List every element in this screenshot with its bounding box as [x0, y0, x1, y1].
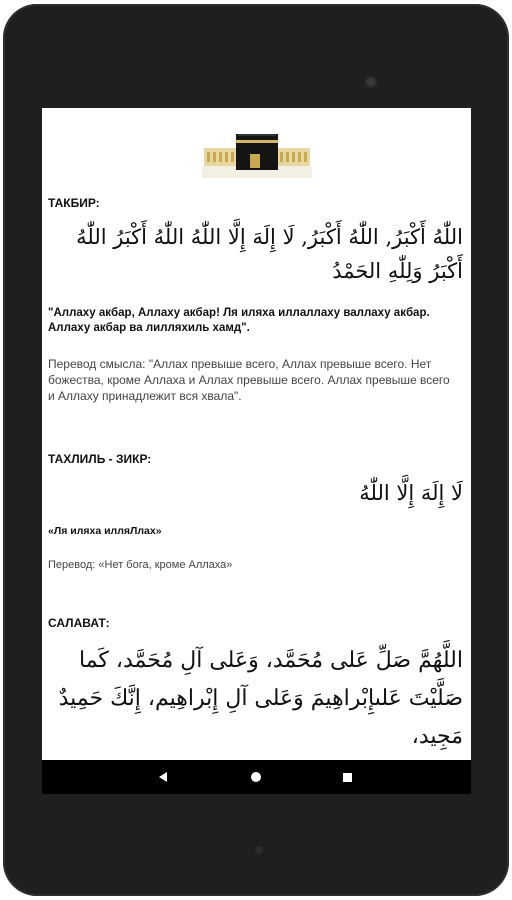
takbir-title: ТАКБИР:	[48, 196, 100, 210]
app-screen	[42, 108, 471, 760]
home-button[interactable]	[236, 760, 276, 794]
tahlil-translation: Перевод: «Нет бога, кроме Аллаха»	[48, 559, 233, 571]
salawat-title: САЛАВАТ:	[48, 616, 110, 630]
home-circle-icon	[250, 771, 262, 783]
salawat-arabic: اللَّهُمَّ صَلِّ عَلى مُحَمَّد، وَعَلى آلِ مُحَمَّد، كَما صَلَّيْتَ عَلىإِبْراهِيمَ وَعَلى آلِ إِبْراهِيم، إِنَّكَ حَمِيدٌ مَجِيد،	[58, 648, 463, 749]
recent-apps-button[interactable]	[327, 760, 367, 794]
system-navigation-bar	[42, 760, 471, 794]
frame-sensor-dot	[255, 846, 263, 854]
takbir-translation: Перевод смысла: "Аллах превыше всего, Аллах превыше всего. Нет божества, кроме Аллаха и Аллах превыше всего. Аллах превыше всего и Аллаху принадлежит вся хвала".	[48, 357, 450, 403]
tahlil-title: ТАХЛИЛЬ - ЗИКР:	[48, 452, 152, 466]
back-button[interactable]	[143, 760, 183, 794]
tahlil-transliteration: «Ля иляха илляЛлах»	[48, 525, 162, 537]
back-triangle-icon	[158, 771, 168, 783]
front-camera	[365, 76, 377, 88]
takbir-arabic: اللّٰهُ أَكْبَرُ, اللّٰهُ أَكْبَرُ, لَا إِلَهَ إِلَّا اللّٰهُ اللّٰهُ أَكْبَرُ اللّٰهُ أَكْبَرُ وَلِلّٰهِ الحَمْدُ	[76, 225, 463, 283]
kaaba-logo-icon	[202, 130, 312, 178]
tahlil-arabic: لَا إِلَهَ إِلَّا اللّٰهُ	[359, 481, 463, 505]
recent-square-icon	[342, 772, 353, 783]
takbir-transliteration: "Аллаху акбар, Аллаху акбар! Ля иляха иллаллаху валлаху акбар. Аллаху акбар ва лилляхиль хамд".	[48, 307, 430, 334]
